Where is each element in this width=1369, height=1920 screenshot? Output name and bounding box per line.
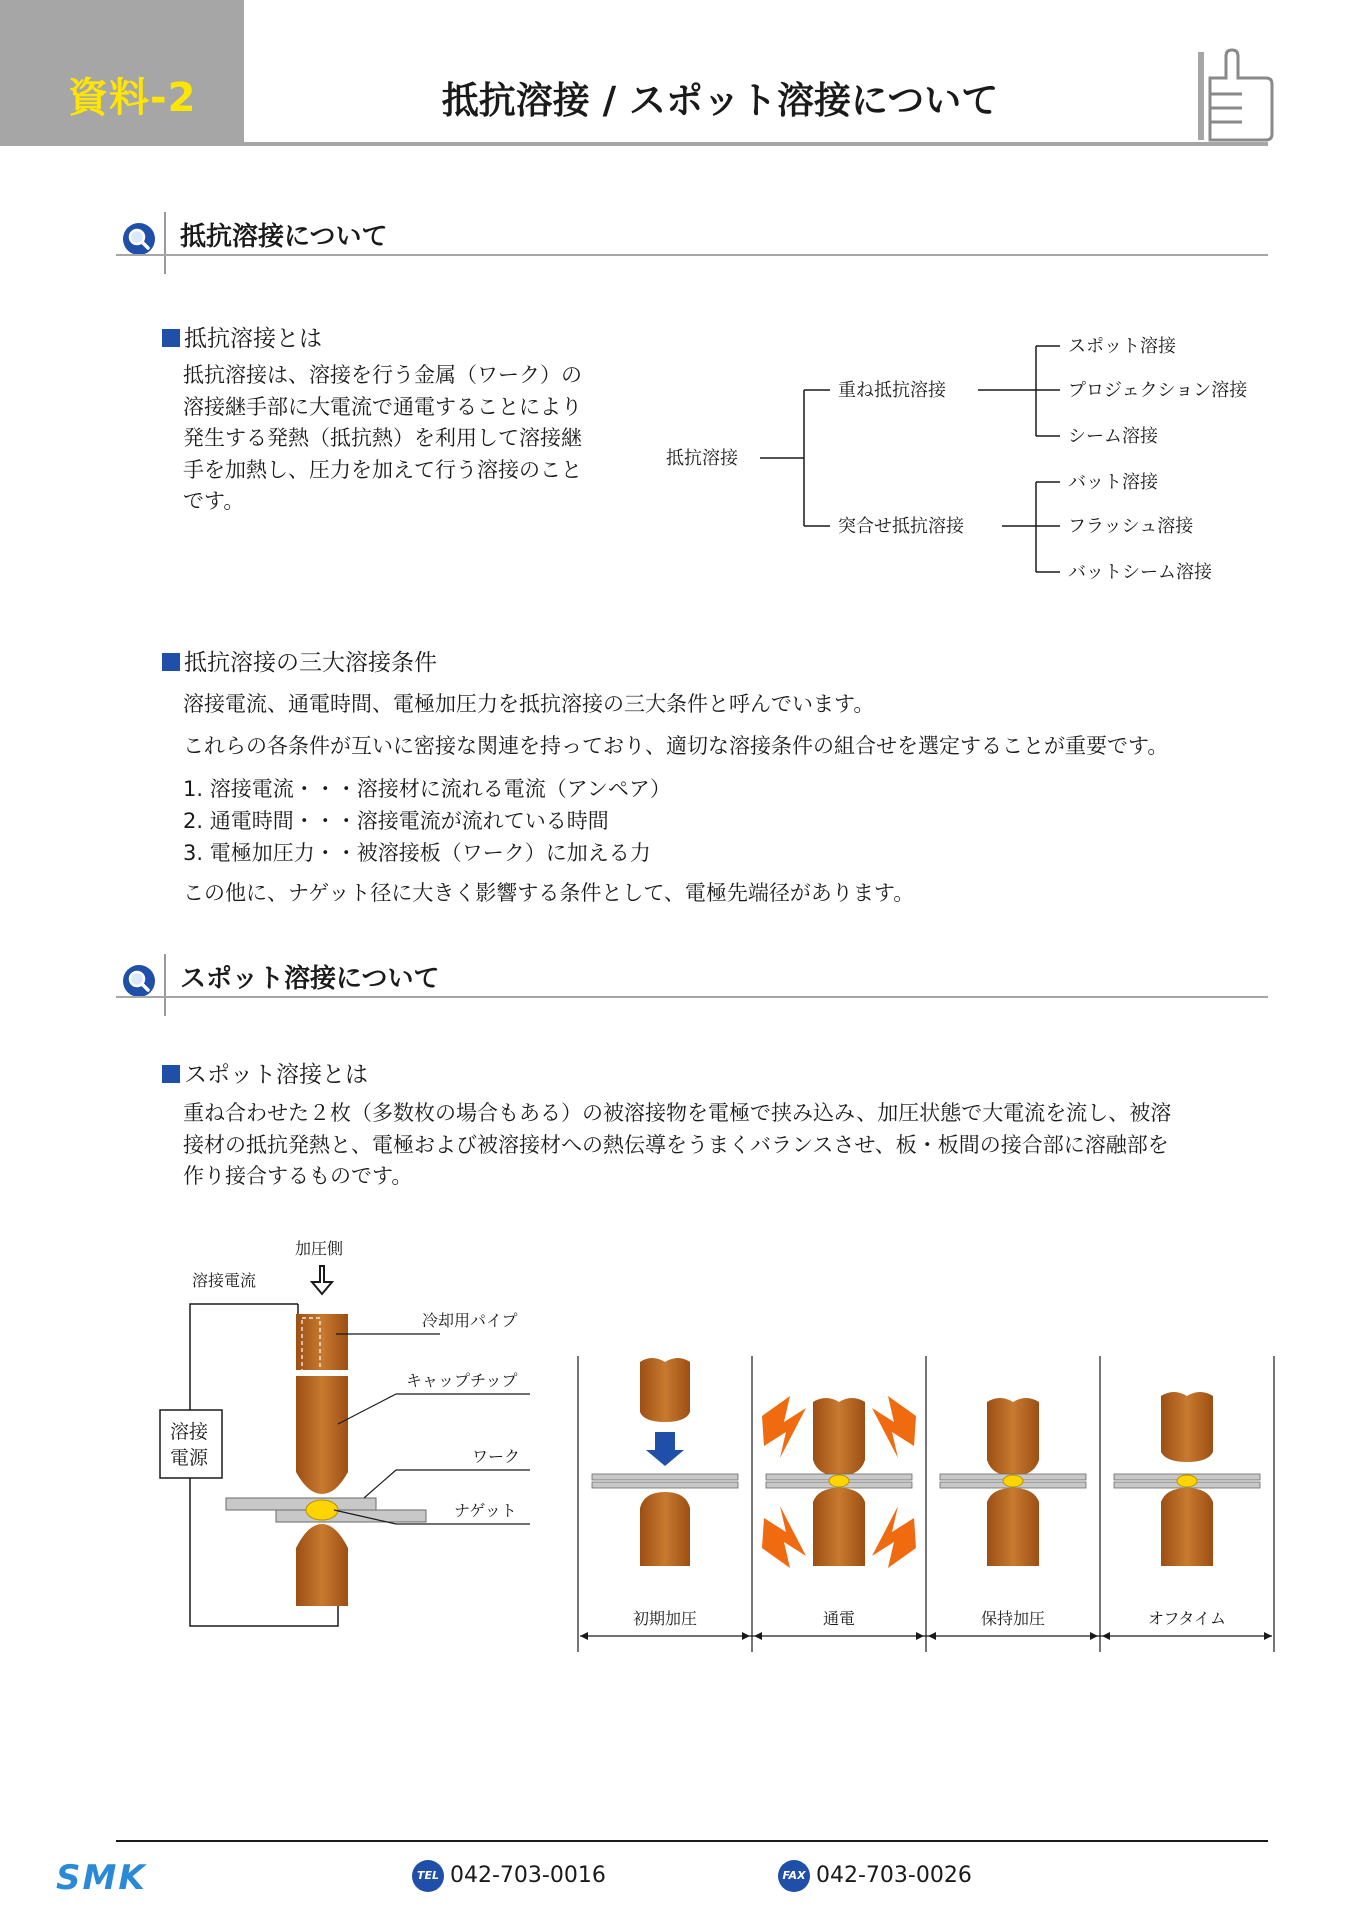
page-title: 抵抗溶接 / スポット溶接について (441, 79, 999, 122)
conditions-line: 溶接電流、通電時間、電極加圧力を抵抗溶接の三大条件と呼んでいます。 (183, 692, 875, 716)
magnifier-icon (122, 964, 156, 998)
conditions-list-item: 3. 電極加圧力・・被溶接板（ワーク）に加える力 (183, 841, 651, 865)
phase-label: 通電 (822, 1609, 856, 1628)
conditions-line: この他に、ナゲット径に大きく影響する条件として、電極先端径があります。 (183, 881, 915, 905)
phase-label: 保持加圧 (980, 1609, 1046, 1628)
label-power-source-1: 溶接 (170, 1421, 209, 1443)
tree-branch-butt: 突合せ抵抗溶接 (838, 516, 964, 537)
label-cooling-pipe: 冷却用パイプ (422, 1311, 518, 1330)
apparatus-figure (160, 1239, 530, 1626)
label-work: ワーク (472, 1447, 521, 1466)
phase-label: 初期加圧 (632, 1609, 698, 1628)
definition-paragraph (183, 360, 582, 518)
conditions-line: これらの各条件が互いに密接な関連を持っており、適切な溶接条件の組合せを選定することが重要です。 (183, 734, 1169, 758)
section-divider-vertical (164, 212, 166, 274)
tree-leaf: シーム溶接 (1068, 426, 1158, 447)
paragraph-line: 手を加熱し、圧力を加えて行う溶接のこと (183, 457, 582, 482)
subheading-text: スポット溶接とは (184, 1062, 368, 1088)
tree-leaf: バット溶接 (1068, 472, 1158, 493)
spark-icon (872, 1506, 916, 1568)
phase-energizing-figure (762, 1396, 916, 1568)
bullet-square (162, 653, 180, 671)
company-logo: SMK (56, 1858, 147, 1898)
fax-badge-icon: FAX (778, 1860, 810, 1892)
conditions-list-item: 2. 通電時間・・・溶接電流が流れている時間 (183, 809, 609, 833)
paragraph-line: です。 (183, 489, 245, 513)
phase-off-time-figure (1114, 1392, 1260, 1566)
label-welding-current: 溶接電流 (192, 1271, 257, 1290)
section-divider (116, 996, 1268, 998)
tel-badge-icon: TEL (412, 1860, 444, 1892)
header-divider (244, 142, 1268, 146)
subheading-text: 抵抗溶接とは (184, 326, 322, 352)
spot-welding-diagram (150, 1226, 1280, 1666)
section-divider-vertical (164, 954, 166, 1016)
paragraph-line: 発生する発熱（抵抗熱）を利用して溶接継 (183, 426, 582, 450)
bullet-square (162, 329, 180, 347)
spot-welding-paragraph (183, 1098, 1171, 1193)
fax-number: 042-703-0026 (816, 1863, 972, 1888)
phase-hold-pressure-figure (940, 1398, 1086, 1566)
paragraph-line: 重ね合わせた２枚（多数枚の場合もある）の被溶接物を電極で挟み込み、加圧状態で大電流を流し、被溶 (183, 1101, 1172, 1125)
label-power-source-2: 電源 (170, 1447, 209, 1469)
label-cap-tip: キャップチップ (406, 1371, 518, 1390)
paragraph-line: 作り接合するものです。 (183, 1164, 413, 1188)
tree-branch-lap: 重ね抵抗溶接 (838, 380, 946, 401)
section-title: スポット溶接について (180, 964, 440, 994)
phase-initial-pressure-figure (592, 1358, 738, 1566)
phase-label: オフタイム (1147, 1609, 1227, 1628)
label-nugget: ナゲット (454, 1501, 517, 1520)
tree-leaf: プロジェクション溶接 (1068, 380, 1248, 401)
paragraph-line: 接材の抵抗発熱と、電極および被溶接材への熱伝導をうまくバランスさせ、板・板間の接合部に溶融部を (183, 1132, 1169, 1157)
section-heading-spot-welding (116, 954, 1268, 1014)
hand-pointer-icon (1192, 48, 1276, 144)
tel-contact (412, 1860, 606, 1892)
tree-leaf: バットシーム溶接 (1068, 562, 1212, 583)
process-phases (578, 1356, 1274, 1652)
section-heading-resistance-welding (116, 212, 1268, 272)
footer-divider (116, 1840, 1268, 1842)
spark-icon (872, 1396, 916, 1458)
spark-icon (762, 1506, 806, 1568)
tree-root: 抵抗溶接 (666, 448, 738, 469)
classification-tree (660, 326, 1280, 596)
bullet-square (162, 1065, 180, 1083)
tree-leaf: スポット溶接 (1068, 336, 1176, 357)
section-title: 抵抗溶接について (180, 222, 388, 252)
subheading-three-conditions (162, 644, 437, 677)
subheading-text: 抵抗溶接の三大溶接条件 (184, 650, 437, 676)
fax-contact (778, 1860, 972, 1892)
section-divider (116, 254, 1268, 256)
magnifier-icon (122, 222, 156, 256)
spark-icon (762, 1396, 806, 1458)
subheading-resistance-welding-definition (162, 320, 322, 353)
label-pressure-side: 加圧側 (295, 1239, 344, 1258)
header-tab-label: 資料-2 (68, 75, 197, 121)
conditions-list-item: 1. 溶接電流・・・溶接材に流れる電流（アンペア） (183, 777, 671, 801)
paragraph-line: 溶接継手部に大電流で通電することにより (183, 394, 582, 419)
paragraph-line: 抵抗溶接は、溶接を行う金属（ワーク）の (183, 363, 582, 387)
tel-number: 042-703-0016 (450, 1863, 606, 1888)
subheading-spot-welding-definition (162, 1056, 368, 1089)
tree-leaf: フラッシュ溶接 (1068, 516, 1194, 537)
